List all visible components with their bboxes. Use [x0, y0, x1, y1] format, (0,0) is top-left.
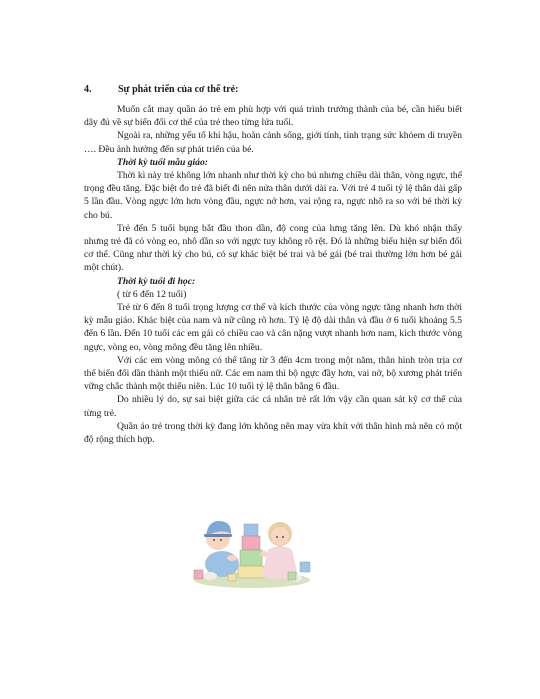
paragraph: Thời kì này trẻ không lớn nhanh như thời kỳ cho bú nhưng chiều dài thân, vòng ngực, thể trọng đều tăng. Đặc biệt đo trẻ đã biết đi nên nửa thân dưới dài ra. Với trẻ 4 tuổi tỷ lệ thân dài gấp 5 lần đầu. Vòng ngực lớn hơn vòng đầu, ngực nở hơn, vai rộng ra, ngực nhô ra so với bé thời kỳ cho bú. [84, 170, 462, 221]
paragraph: Do nhiều lý do, sự sai biệt giữa các cá nhân trẻ rất lớn vậy cần quan sát kỹ cơ thể của từng trẻ. [84, 394, 462, 419]
document-body [84, 103, 462, 446]
paragraph: Trẻ từ 6 đến 8 tuổi trọng lượng cơ thể và kích thước của vòng ngực tăng nhanh hơn thời kỳ mẫu giáo. Khác biệt của nam và nữ cũng rõ hơn. Tỷ lệ độ dài thân và đầu ở 6 tuổi khoảng 5.5 đến 6 lần. Đến 10 tuổi các em gái có chiều cao và cân nặng vượt nhanh hơn nam, kích thước vòng ngực, vòng eo, vòng mông đều tăng lên nhiều. [84, 302, 462, 353]
paragraph: Ngoài ra, những yếu tố khí hậu, hoàn cảnh sống, giới tính, tình trạng sức khỏem di truyền …. Đều ảnh hưởng đến sự phát triển của bé. [84, 130, 462, 155]
paragraph: Trẻ đến 5 tuổi bụng bắt đầu thon dần, độ cong của lưng tăng lên. Dù khó nhận thấy nhưng trẻ đã có vòng eo, nhô dần so với ngực tuy không rõ rệt. Đó là những biểu hiện sự biến đổi cơ thể. Cũng như thời kỳ cho bú, có sự khác biệt bé trai và bé gái (bé trai thường lớn hơn bé gái một chút). [84, 222, 462, 274]
section-heading [84, 83, 238, 96]
age-range: ( từ 6 đến 12 tuổi) [117, 288, 187, 300]
subheading-school-age: Thời kỳ tuổi đi học: [117, 275, 196, 287]
paragraph: Muốn cắt may quần áo trẻ em phù hợp với quá trình trưởng thành của bé, cần hiểu biết dây đủ về sự biến đổi cơ thể của trẻ theo từng lứa tuổi. [84, 104, 462, 129]
subheading-preschool: Thời kỳ tuổi mẫu giáo: [117, 156, 208, 168]
paragraph: Với các em vòng mông có thể tăng từ 3 đến 4cm trong một năm, thân hình tròn trịa cơ thể biến đổi dần thành một thiếu nữ. Các em nam thì bộ ngực đầy hơn, vai nở, bộ xương phát triển vững chắc thành một thiếu niên. Lúc 10 tuổi tỷ lệ thân bằng 6 đầu. [84, 354, 462, 393]
section-number: 4. [84, 84, 92, 95]
children-playing-blocks-illustration [188, 494, 316, 590]
paragraph: Quần áo trẻ trong thời kỳ đang lớn không nên may vừa khít với thân hình mà nên có một độ rộng thích hợp. [84, 420, 462, 446]
section-title: Sự phát triển của cơ thể trẻ: [118, 84, 239, 95]
